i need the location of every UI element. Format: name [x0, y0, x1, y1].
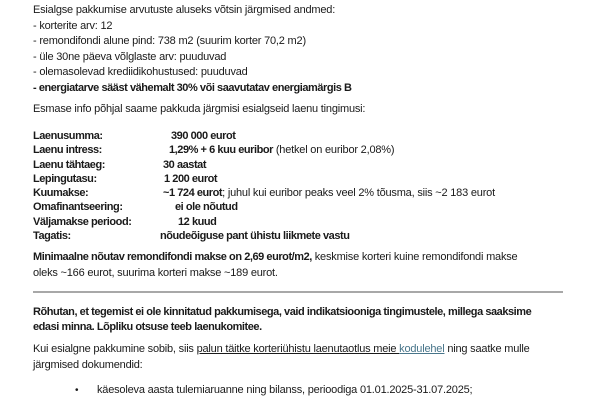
disclaimer-line2: edasi minna. Lõpliku otsuse teeb laenukomitee.	[33, 321, 262, 334]
term-label: Laenu intress:	[33, 144, 102, 157]
intro-item-area: - remondifondi alune pind: 738 m2 (suurim korter 70,2 m2)	[33, 35, 306, 47]
intro-heading: Esialgse pakkumise arvutuste aluseks võtsin järgmised andmed:	[33, 4, 336, 16]
intro-list	[33, 19, 574, 97]
term-row-self-financing	[33, 200, 574, 214]
intro-item-obligations: - olemasolevad krediidikohustused: puuduvad	[33, 66, 248, 78]
document-list-item	[33, 383, 574, 399]
loan-application-link-text[interactable]: palun täitke korteriühistu laenutaotlus meie	[196, 342, 400, 355]
intro-item-apartments: - korterite arv: 12	[33, 19, 113, 32]
term-row-interest	[33, 143, 574, 157]
disclaimer-note	[33, 305, 574, 336]
term-row-monthly-payment	[33, 186, 574, 200]
term-value: 1,29% + 6 kuu euribor (hetkel on euribor 2,08%)	[169, 144, 395, 157]
term-row-contract-fee	[33, 172, 574, 186]
term-label: Laenusumma:	[33, 130, 103, 142]
term-value: 1 200 eurot	[164, 172, 218, 185]
intro-item-energy: - energiatarve sääst vähemalt 30% või saavutatav energiamärgis B	[33, 81, 352, 94]
remondifond-minimum: Minimaalne nõutav remondifondi makse on 2,69 eurot/m2,	[33, 251, 312, 264]
remondifond-note	[33, 250, 574, 281]
bullet-icon: •	[75, 384, 79, 396]
term-label: Laenu tähtaeg:	[33, 158, 105, 171]
term-value: 30 aastat	[163, 158, 207, 171]
term-value: 390 000 eurot	[171, 130, 236, 142]
disclaimer-line1: Rõhutan, et tegemist ei ole kinnitatud pakkumisega, vaid indikatsiooniga tingimustele, millega saaksime	[33, 305, 532, 318]
term-label: Lepingutasu:	[33, 172, 97, 185]
term-value: 12 kuud	[178, 215, 217, 228]
next-steps	[33, 341, 574, 373]
term-row-loan-amount	[33, 129, 574, 143]
term-note: ; juhul kui euribor peaks veel 2% tõusma, siis ~2 183 eurot	[222, 187, 495, 200]
term-row-duration	[33, 158, 574, 172]
document-item-text: käesoleva aasta tulemiaruanne ning bilanss, perioodiga 01.01.2025-31.07.2025;	[97, 383, 473, 396]
term-row-payout-period	[33, 215, 574, 229]
next-steps-line2: järgmised dokumendid:	[33, 358, 143, 371]
term-label: Väljamakse periood:	[33, 215, 132, 228]
offer-intro: Esmase info põhjal saame pakkuda järgmisi esialgseid laenu tingimusi:	[33, 103, 366, 115]
section-divider	[33, 291, 563, 293]
term-value: nõudeõiguse pant ühistu liikmete vastu	[160, 230, 350, 243]
term-note: (hetkel on euribor 2,08%)	[272, 144, 395, 157]
loan-terms-table	[33, 129, 574, 243]
term-value: ei ole nõutud	[175, 201, 238, 214]
next-steps-prefix: Kui esialgne pakkumine sobib, siis	[33, 342, 197, 355]
term-value: ~1 724 eurot; juhul kui euribor peaks veel 2% tõusma, siis ~2 183 eurot	[163, 187, 495, 200]
term-row-collateral	[33, 229, 574, 243]
remondifond-average: keskmise korteri kuine remondifondi makse	[311, 251, 518, 264]
remondifond-note-line2: oleks ~166 eurot, suurima korteri makse ~189 eurot.	[33, 267, 278, 280]
term-label: Omafinantseering:	[33, 201, 123, 214]
intro-item-debtors: - üle 30ne päeva võlglaste arv: puuduvad	[33, 50, 227, 63]
term-label: Kuumakse:	[33, 187, 89, 200]
website-link[interactable]: kodulehel	[399, 342, 445, 355]
next-steps-suffix: ning saatke mulle	[444, 342, 530, 355]
term-label: Tagatis:	[33, 230, 71, 243]
